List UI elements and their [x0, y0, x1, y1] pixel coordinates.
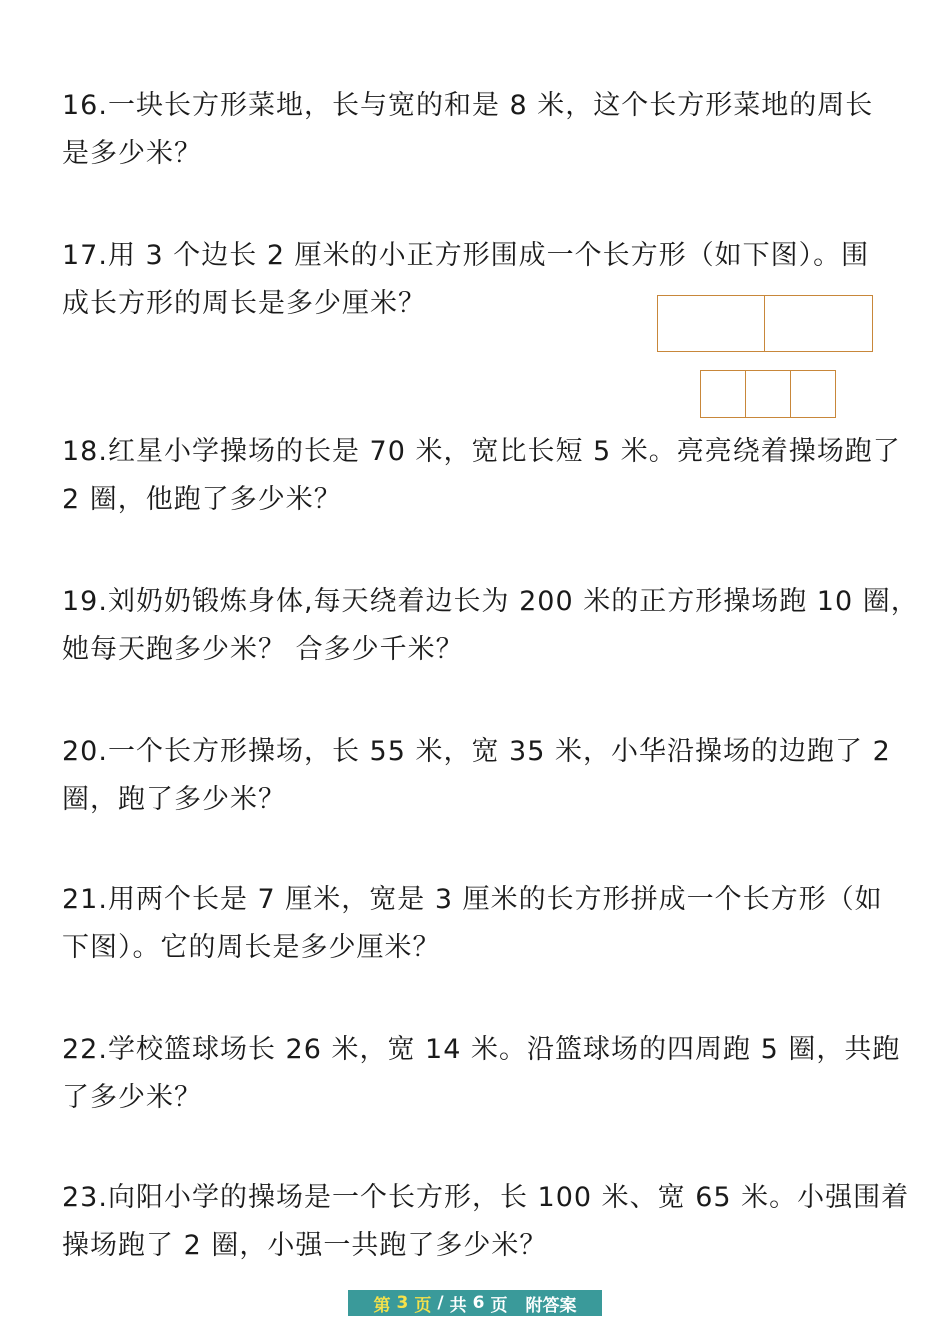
problem-19-line-1: 19.刘奶奶锻炼身体,每天绕着边长为 200 米的正方形操场跑 10 圈，	[62, 586, 919, 617]
problem-16	[62, 82, 892, 178]
footer-separator: /	[437, 1293, 444, 1313]
problem-19	[62, 578, 919, 674]
problem-18-line-1: 18.红星小学操场的长是 70 米，宽比长短 5 米。亮亮绕着操场跑了	[62, 436, 901, 467]
figure-square-2	[745, 370, 792, 418]
footer-page-suffix: 页	[414, 1295, 432, 1316]
problem-20-line-2: 圈，跑了多少米？	[62, 784, 286, 815]
page-footer	[348, 1290, 602, 1316]
problem-23-line-2: 操场跑了 2 圈，小强一共跑了多少米？	[62, 1230, 548, 1261]
figure-rectangle-right	[764, 295, 873, 352]
problem-23	[62, 1174, 910, 1270]
footer-total-prefix: 共	[449, 1295, 467, 1316]
footer-page-prefix: 第	[373, 1295, 391, 1316]
figure-square-1	[700, 370, 747, 418]
problem-16-line-1: 16.一块长方形菜地，长与宽的和是 8 米，这个长方形菜地的周长	[62, 90, 874, 121]
problem-19-line-2: 她每天跑多少米？ 合多少千米？	[62, 634, 464, 665]
problem-20-line-1: 20.一个长方形操场，长 55 米，宽 35 米，小华沿操场的边跑了 2	[62, 736, 891, 767]
problem-16-line-2: 是多少米？	[62, 138, 202, 169]
figure-square-3	[790, 370, 836, 418]
problem-22-line-2: 了多少米？	[62, 1082, 202, 1113]
problem-21-line-2: 下图）。它的周长是多少厘米？	[62, 932, 441, 963]
problem-17-line-2: 成长方形的周长是多少厘米？	[62, 288, 426, 319]
problem-23-line-1: 23.向阳小学的操场是一个长方形，长 100 米、宽 65 米。小强围着	[62, 1182, 910, 1213]
footer-total-suffix: 页	[490, 1295, 508, 1316]
footer-total-number: 6	[472, 1293, 485, 1313]
footer-answer-note: 附答案	[525, 1295, 577, 1316]
problem-21-line-1: 21.用两个长是 7 厘米，宽是 3 厘米的长方形拼成一个长方形（如	[62, 884, 883, 915]
problem-22	[62, 1026, 901, 1122]
problem-21	[62, 876, 892, 972]
problem-22-line-1: 22.学校篮球场长 26 米，宽 14 米。沿篮球场的四周跑 5 圈，共跑	[62, 1034, 901, 1065]
footer-page-number: 3	[396, 1293, 409, 1313]
problem-18-line-2: 2 圈，他跑了多少米？	[62, 484, 342, 515]
figure-rectangle-left	[657, 295, 766, 352]
problem-20	[62, 728, 892, 824]
problem-18	[62, 428, 901, 524]
problem-17-line-1: 17.用 3 个边长 2 厘米的小正方形围成一个长方形（如下图）。围	[62, 240, 870, 271]
